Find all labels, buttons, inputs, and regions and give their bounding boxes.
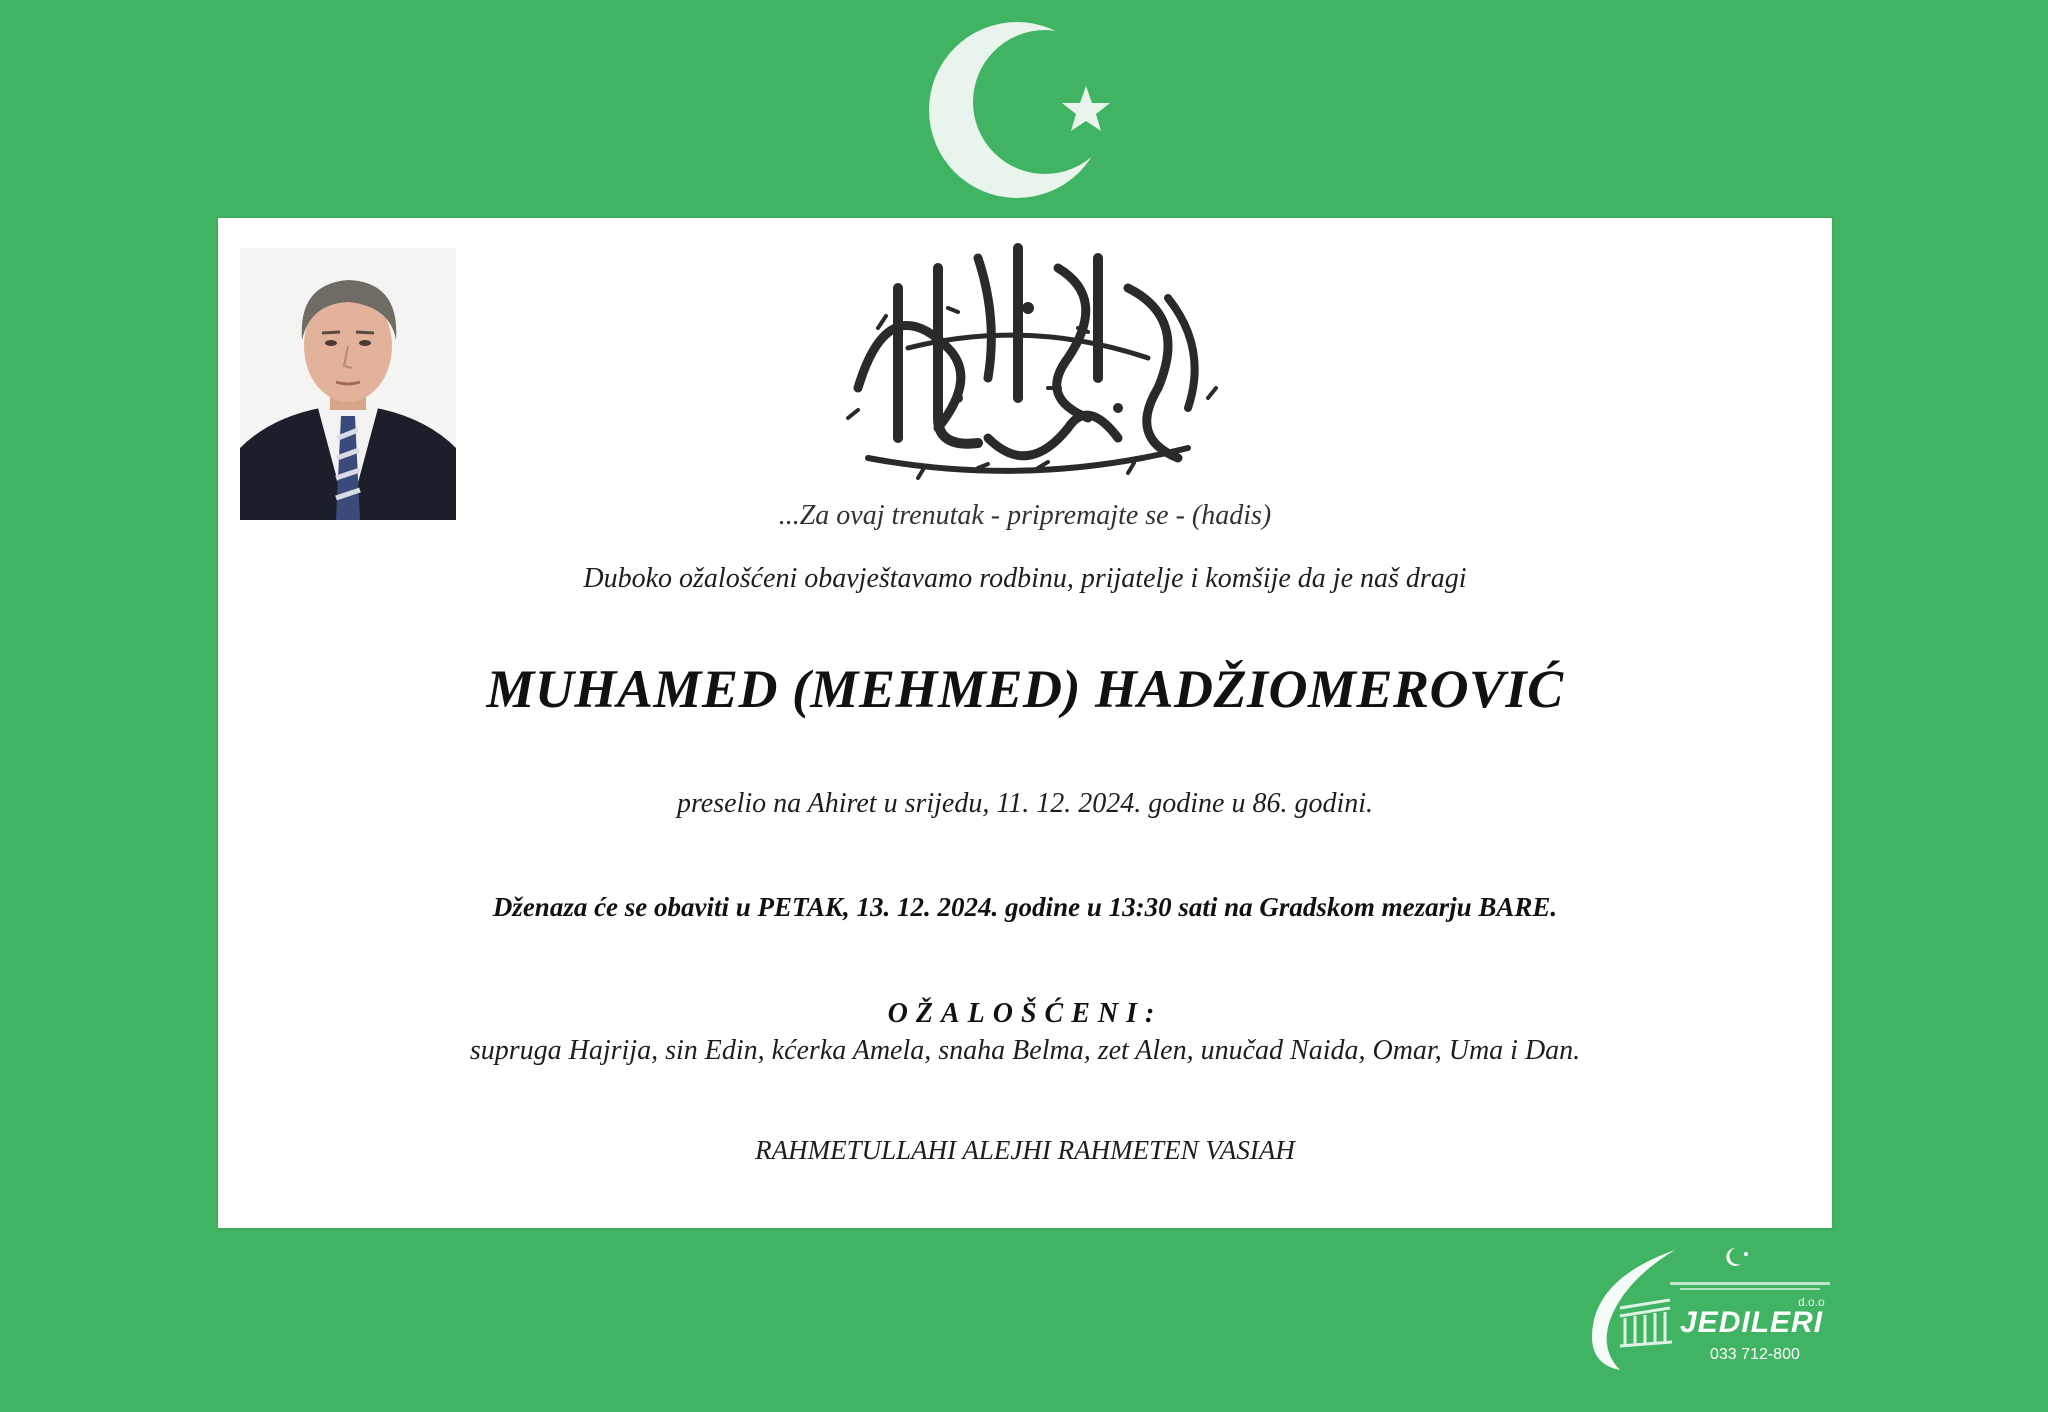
mourners-list: supruga Hajrija, sin Edin, kćerka Amela, snaha Belma, zet Alen, unučad Naida, Omar, Uma i Dan. — [469, 1035, 1581, 1066]
hadis-quote: ...Za ovaj trenutak - pripremajte se - (hadis) — [778, 500, 1272, 531]
logo-small-print — [1670, 1280, 1830, 1293]
portrait-photo — [240, 248, 456, 520]
funeral-info: Dženaza će se obaviti u PETAK, 13. 12. 2024. godine u 13:30 sati na Gradskom mezarju BARE. — [492, 892, 1558, 922]
logo-suffix: d.o.o — [1798, 1295, 1825, 1309]
arabic-calligraphy — [828, 228, 1228, 498]
deceased-name: MUHAMED (MEHMED) HADŽIOMEROVIĆ — [486, 659, 1564, 719]
death-date-text: preselio na Ahiret u srijedu, 11. 12. 2024. godine u 86. godini. — [676, 788, 1374, 819]
closing-prayer: RAHMETULLAHI ALEJHI RAHMETEN VASIAH — [755, 1135, 1295, 1165]
mourners-heading: OŽALOŠĆENI: — [887, 998, 1163, 1029]
company-logo — [1580, 1240, 1840, 1375]
intro-text: Duboko ožalošćeni obavještavamo rodbinu, prijatelje i komšije da je naš dragi — [583, 563, 1467, 594]
crescent-star-icon — [917, 10, 1117, 210]
logo-phone: 033 712-800 — [1710, 1346, 1800, 1363]
logo-name: JEDILERI — [1680, 1306, 1824, 1339]
obituary-panel — [218, 218, 1832, 1228]
